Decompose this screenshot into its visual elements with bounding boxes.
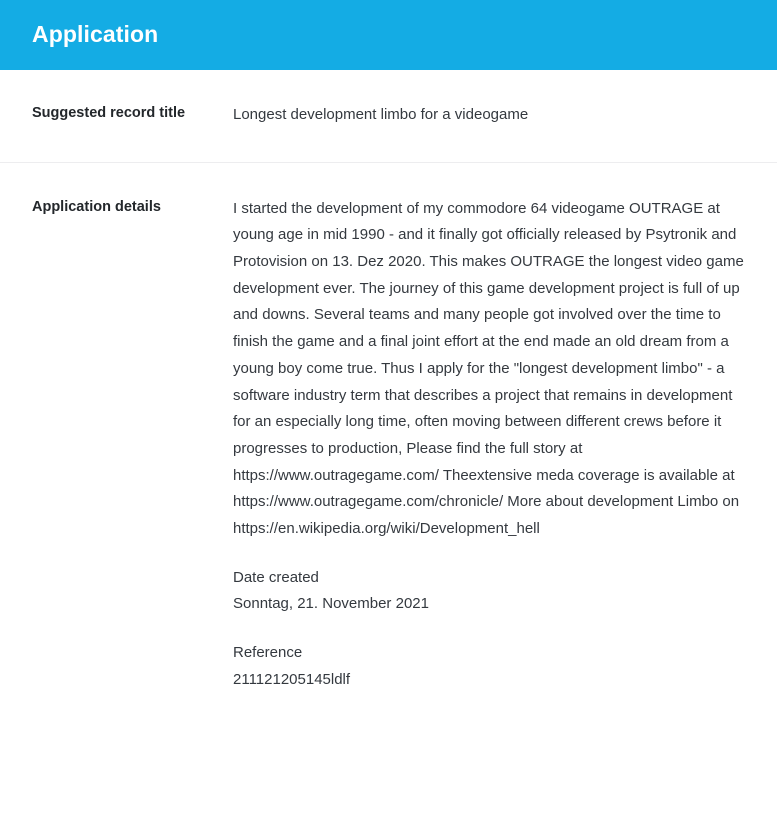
application-details-label: Application details — [32, 198, 161, 215]
suggested-record-title-value: Longest development limbo for a videogame — [233, 106, 529, 123]
app-header — [0, 0, 777, 70]
application-details-value — [233, 196, 745, 694]
application-details-row — [0, 162, 777, 694]
application-details-body: I started the development of my commodore 64 videogame OUTRAGE at young age in mid 1990 - and it finally got officially released by Psytronik and Protovision on 13. Dez 2020. This makes OUTRAGE the longest video game development ever. The journey of this game development project is full of up and downs. Several teams and many people got involved over the time to finish the game and a final joint effort at the end made an old dream from a young boy come true. Thus I apply for the "longest development limbo" - a software industry term that describes a project that remains in development for an especially long time, often moving between different crews before it progresses to production, Please find the full story at https://www.outragegame.com/ Theextensive meda coverage is available at https://www.outragegame.com/chronicle/ More about development Limbo on https://en.wikipedia.org/wiki/Development_hell — [233, 199, 744, 537]
date-created-value: Sonntag, 21. November 2021 — [233, 595, 429, 613]
reference-value: 211121205145ldlf — [233, 670, 351, 688]
reference-label: Reference — [233, 644, 303, 661]
date-created-label: Date created — [233, 568, 319, 586]
suggested-record-title-label: Suggested record title — [32, 105, 186, 121]
page-title: Application — [32, 21, 159, 48]
suggested-record-title-row — [0, 70, 777, 129]
